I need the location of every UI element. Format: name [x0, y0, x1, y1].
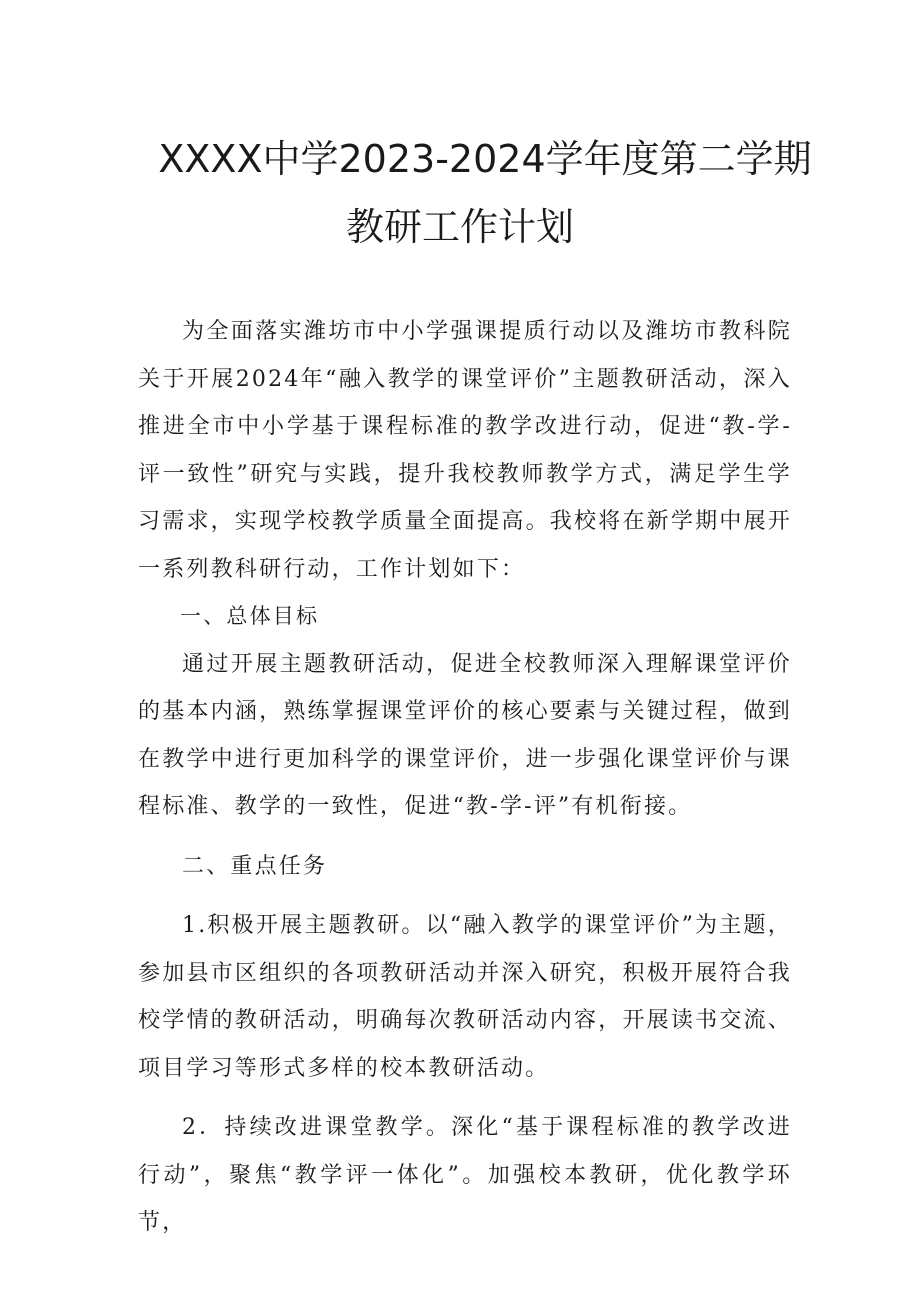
section-heading-tasks: 二、重点任务: [182, 853, 328, 879]
document-title-line1: XXXX中学2023-2024学年度第二学期: [158, 137, 812, 181]
goals-paragraph: 通过开展主题教研活动，促进全校教师深入理解课堂评价的基本内涵，熟练掌握课堂评价的核心要素与关键过程，做到在教学中进行更加科学的课堂评价，进一步强化课堂评价与课程标准、教学的一致性，促进“教-学-评”有机衔接。: [138, 651, 792, 819]
document-body: [138, 308, 792, 1247]
section-heading-goals: 一、总体目标: [180, 604, 320, 628]
task-paragraph-2: 2．持续改进课堂教学。深化“基于课程标准的教学改进行动”，聚焦“教学评一体化”。加强校本教研，优化教学环节，: [138, 1115, 792, 1235]
document-title-line2: 教研工作计划: [345, 205, 574, 249]
task-paragraph-1: 1.积极开展主题教研。以“融入教学的课堂评价”为主题，参加县市区组织的各项教研活动并深入研究，积极开展符合我校学情的教研活动，明确每次教研活动内容，开展读书交流、项目学习等形式多样的校本教研活动。: [138, 913, 792, 1081]
intro-paragraph: 为全面落实潍坊市中小学强课提质行动以及潍坊市教科院关于开展2024年“融入教学的课堂评价”主题教研活动，深入推进全市中小学基于课程标准的教学改进行动，促进“教-学-评一致性”研究与实践，提升我校教师教学方式，满足学生学习需求，实现学校教学质量全面提高。我校将在新学期中展开一系列教科研行动，工作计划如下：: [138, 319, 792, 582]
